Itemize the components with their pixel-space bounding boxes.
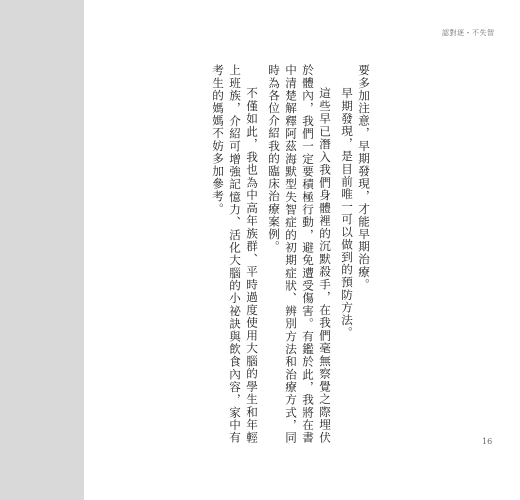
page-number: 16 bbox=[482, 437, 493, 446]
vertical-body-text bbox=[204, 64, 372, 444]
paragraph-3: 這些早已潛入我們身體裡的沉默殺手，在我們毫無察覺之際埋伏於體內，我們一定要積極行動，避免遭受傷害。有鑑於此，我將在書中清楚解釋阿茲海默型失智症的初期症狀、辨別方法和治療方式，同時為各位介紹我的臨床治療案例。 bbox=[267, 64, 332, 444]
book-page bbox=[84, 0, 520, 500]
running-header: 認對逐・不失智 bbox=[442, 29, 495, 37]
left-margin-band bbox=[0, 0, 84, 500]
paragraph-1: 要多加注意，早期發現，才能早期治療。 bbox=[357, 64, 371, 291]
paragraph-2: 早期發現，是目前唯一可以做到的預防方法。 bbox=[340, 87, 354, 340]
paragraph-4: 不僅如此，我也為中高年族群、平時過度使用大腦的學生和年輕上班族，介紹可增強記憶力、活化大腦的小祕訣與飲食內容，家中有考生的媽媽不妨多加參考。 bbox=[211, 64, 259, 444]
